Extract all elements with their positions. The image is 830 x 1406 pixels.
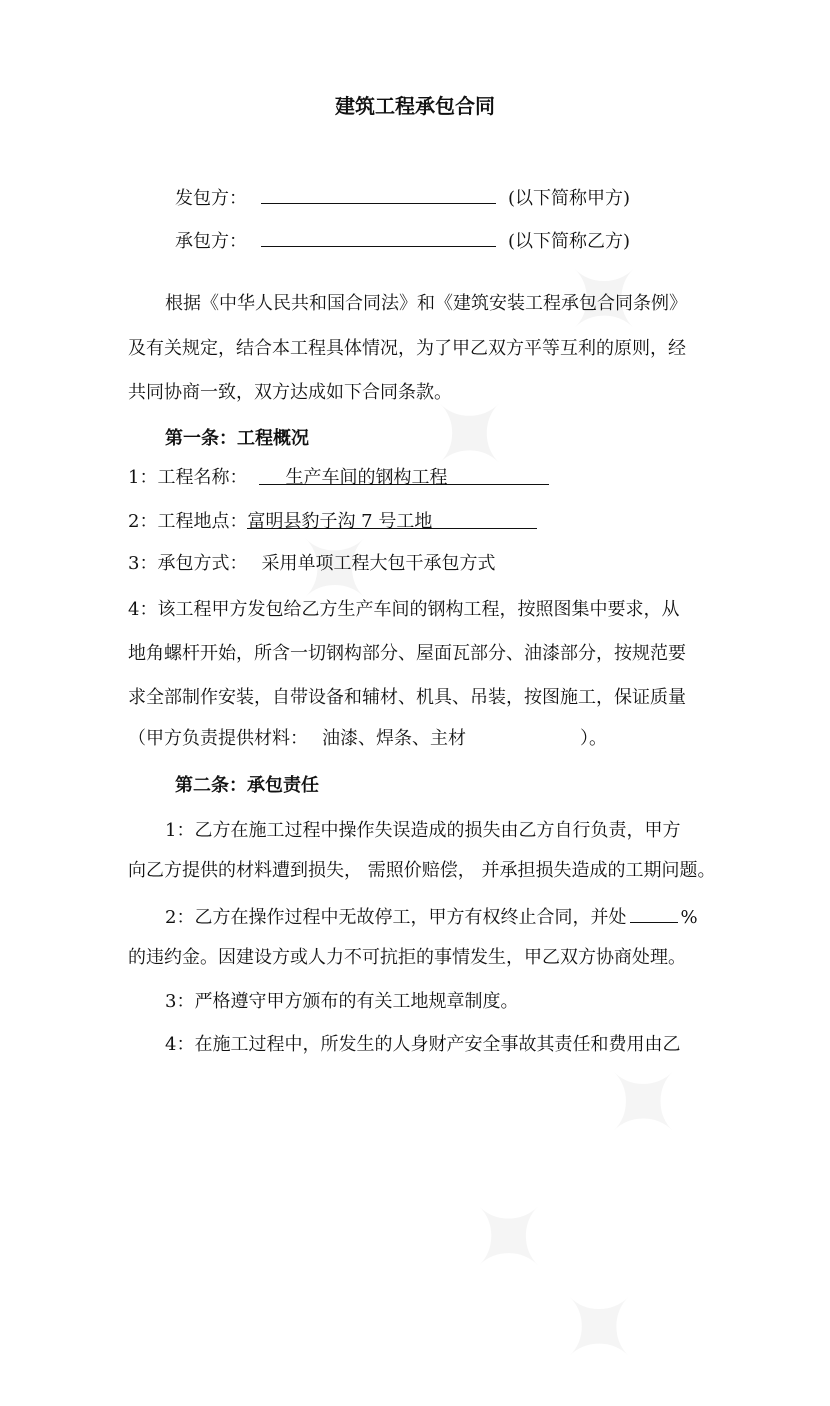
- scope-line: 求全部制作安装，自带设备和辅材、机具、吊装，按图施工，保证质量: [128, 687, 686, 708]
- project-location-row: [128, 509, 537, 535]
- project-location-value: 富明县豹子沟 7 号工地: [247, 509, 537, 529]
- safety-line: 4：在施工过程中，所发生的人身财产安全事故其责任和费用由乙: [165, 1034, 681, 1055]
- party-a-note: (以下简称甲方): [508, 188, 631, 209]
- scope-line: 地角螺杆开始，所含一切钢构部分、屋面瓦部分、油漆部分，按规范要: [128, 643, 686, 664]
- party-b-label: 承包方：: [175, 231, 247, 252]
- contract-method-row: [128, 551, 495, 577]
- project-location-label: 2：工程地点：: [128, 511, 248, 532]
- responsibility-line: 1：乙方在施工过程中操作失误造成的损失由乙方自行负责，甲方: [165, 820, 681, 841]
- document-title: 建筑工程承包合同: [335, 94, 495, 118]
- party-a-label: 发包方：: [175, 188, 247, 209]
- penalty-prefix: 2：乙方在操作过程中无故停工，甲方有权终止合同，并处: [165, 907, 627, 928]
- materials-suffix: ）。: [580, 728, 607, 749]
- project-name-row: [128, 465, 549, 491]
- party-a-blank[interactable]: [261, 183, 496, 204]
- materials-value: 油漆、焊条、主材: [322, 728, 466, 749]
- penalty-percent-sign: %: [680, 907, 698, 928]
- party-b-row: [175, 226, 630, 255]
- penalty-row: [165, 902, 698, 931]
- article2-heading: 第二条：承包责任: [175, 775, 319, 796]
- preamble-line: 共同协商一致，双方达成如下合同条款。: [128, 382, 452, 403]
- article1-heading: 第一条：工程概况: [165, 428, 309, 449]
- party-b-note: (以下简称乙方): [508, 231, 631, 252]
- contract-method-label: 3：承包方式：: [128, 553, 248, 574]
- materials-prefix: （甲方负责提供材料：: [128, 728, 308, 749]
- penalty-line2: 的违约金。因建设方或人力不可抗拒的事情发生，甲乙双方协商处理。: [128, 947, 686, 968]
- party-a-row: [175, 183, 630, 212]
- project-name-label: 1：工程名称：: [128, 467, 248, 488]
- preamble-line: 及有关规定，结合本工程具体情况，为了甲乙双方平等互利的原则，经: [128, 338, 686, 359]
- contract-method-value: 采用单项工程大包干承包方式: [261, 553, 496, 574]
- watermark: [258, 201, 704, 647]
- penalty-percent-blank[interactable]: [630, 902, 678, 923]
- rules-line: 3：严格遵守甲方颁布的有关工地规章制度。: [165, 991, 519, 1012]
- project-name-value: 生产车间的钢构工程: [259, 465, 549, 485]
- party-b-blank[interactable]: [261, 226, 496, 247]
- responsibility-line: 向乙方提供的材料遭到损失， 需照价赔偿， 并承担损失造成的工期问题。: [128, 860, 716, 881]
- preamble-line: 根据《中华人民共和国合同法》和《建筑安装工程承包合同条例》: [165, 293, 687, 314]
- scope-line: 4：该工程甲方发包给乙方生产车间的钢构工程，按照图集中要求，从: [128, 599, 680, 620]
- materials-row: [128, 726, 607, 752]
